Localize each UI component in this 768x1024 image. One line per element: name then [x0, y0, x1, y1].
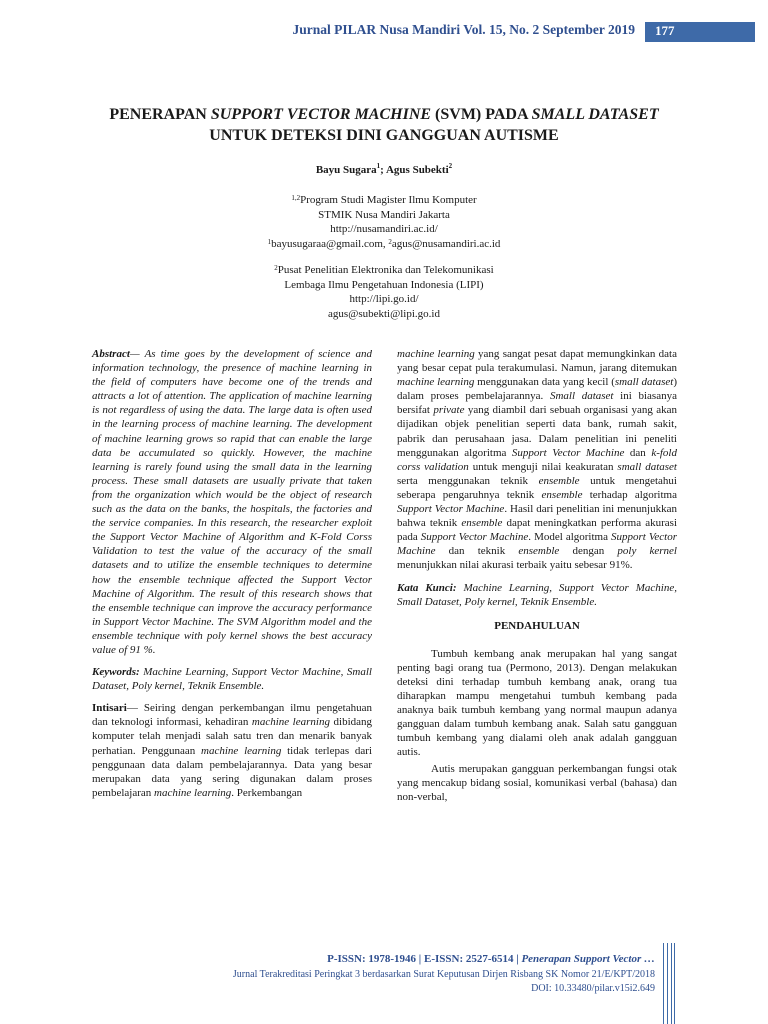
footer-accreditation: Jurnal Terakreditasi Peringkat 3 berdasarkan Surat Keputusan Dirjen Risbang SK Nomor 21/E/KPT/2018 — [232, 969, 655, 980]
footer-decoration — [663, 943, 675, 1024]
pendahuluan-paragraph-1: Tumbuh kembang anak merupakan hal yang sangat penting bagi orang tua (Permono, 2013). Dengan melakukan deteksi dini terhadap tumbuh kembang anak, orang tua diharapkan mampu mengetahui tumbuh kembang pada anaknya baik tumbuh kembang yang normal maupun adanya gangguan dalam tumbuh kembang anak. Salah satu gangguan tumbuh kembang yang dialami oleh anak adalah gangguan autis. — [397, 647, 677, 759]
footer-doi: DOI: 10.33480/pilar.v15i2.649 — [531, 983, 655, 994]
affiliation-2: $^2$Pusat Penelitian Elektronika dan Telekomunikasi Lembaga Ilmu Pengetahuan Indonesia (LIPI) http://lipi.go.id/ agus@subekti@lipi.go.id — [274, 264, 494, 320]
left-column — [92, 347, 372, 808]
page-number: 177 — [645, 22, 755, 40]
pendahuluan-paragraph-2: Autis merupakan gangguan perkembangan fungsi otak yang mencakup bidang sosial, komunikasi verbal (bahasa) dan non-verbal, — [397, 762, 677, 803]
keywords: Keywords: Machine Learning, Support Vector Machine, Small Dataset, Poly kernel, Teknik Ensemble. — [92, 666, 372, 693]
section-heading-pendahuluan: PENDAHULUAN — [494, 619, 580, 632]
paper-title: PENERAPAN SUPPORT VECTOR MACHINE (SVM) PADA SMALL DATASET UNTUK DETEKSI DINI GANGGUAN AUTISME — [109, 106, 659, 144]
right-column — [397, 347, 677, 812]
abstract: Abstract— As time goes by the development of science and information technology, the presence of machine learning in the field of computers have become one of the trends and attracts a lot of attention. The application of machine learning is not regardless of using the data. The large data is often used in the learning process of machine learning. The development of machine learning grows so rapid that can enable the large data be accumulated so quickly. However, the machine learning is rarely found using the small data in the learning process. These small datasets are usually private that taken from the organization which would be the object of research such as the data on the banks, the hospitals, the factories and the service companies. In this research, the researcher exploit the Support Vector Machine of Algorithm and K-Fold Corss Validation to test the value of the accuracy of the small datasets and to utilize the ensemble techniques to determine how the ensemble technique affected the Support Vector Machine of Algorithm. The result of this research shows that the ensemble technique can improve the accuracy performance in Support Vector Machine. The SVM Algorithm model and the ensemble technique with poly kernel shows the best accuracy value of 91 %. — [92, 348, 372, 656]
intisari-continued: machine learning yang sangat pesat dapat memungkinkan data yang besar cepat pula terakumulasi. Namun, jarang ditemukan machine learning menggunakan data yang kecil (small dataset) dalam proses pembelajarannya. Small dataset ini biasanya bersifat private yang diambil dari sebuah organisasi yang akan dijadikan objek penelitian seperti data bank, rumah sakit, pabrik dan perusahaan jasa. Dalam penelitian ini peneliti menggunakan algoritma Support Vector Machine dan k-fold corss validation untuk menguji nilai keakuratan small dataset serta menggunakan teknik ensemble untuk mengetahui seberapa pengaruhnya teknik ensemble terhadap algoritma Support Vector Machine. Hasil dari penelitian ini menunjukkan bahwa teknik ensemble dapat meningkatkan performa akurasi pada Support Vector Machine. Model algoritma Support Vector Machine dan teknik ensemble dengan poly kernel menunjukkan nilai akurasi terbaik yaitu sebesar 91%. — [397, 348, 678, 572]
footer-issn: P-ISSN: 1978-1946 | E-ISSN: 2527-6514 | Penerapan Support Vector … — [327, 953, 655, 965]
authors: Bayu Sugara$^1$; Agus Subekti$^2$ — [315, 162, 453, 176]
kata-kunci: Kata Kunci: Machine Learning, Support Vector Machine, Small Dataset, Poly kernel, Teknik Ensemble. — [397, 581, 677, 608]
affiliation-1: $^{1,2}$Program Studi Magister Ilmu Komputer STMIK Nusa Mandiri Jakarta http://nusamandiri.ac.id/ $^1$bayusugaraa@gmail.com, $^2$agus@nusamandiri.ac.id — [267, 194, 501, 250]
journal-header: Jurnal PILAR Nusa Mandiri Vol. 15, No. 2 September 2019 — [292, 22, 635, 37]
header-rule — [645, 40, 755, 42]
intisari: Intisari— Seiring dengan perkembangan ilmu pengetahuan dan teknologi informasi, kehadiran machine learning dibidang komputer telah menjadi salah satu tren dan menarik banyak perhatian. Penggunaan machine learning tidak terlepas dari penggunaan data dalam pembelajarannya. Data yang besar merupakan data yang sering digunakan dalam proses pembelajaran machine learning. Perkembangan — [92, 702, 373, 799]
